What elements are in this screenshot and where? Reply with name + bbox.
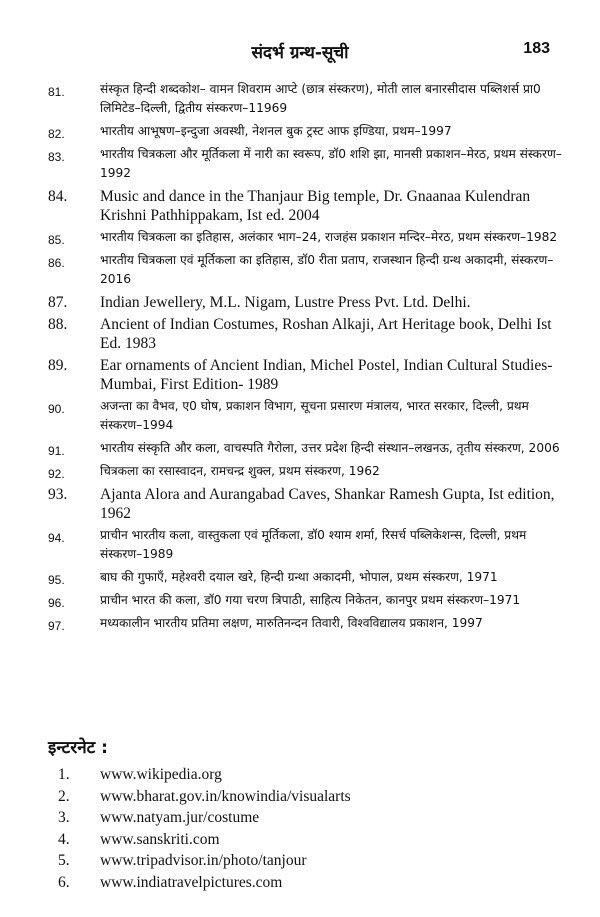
reference-item: [48, 122, 562, 141]
reference-item: [48, 293, 562, 312]
page-title: संदर्भ ग्रन्थ-सूची: [251, 43, 349, 63]
website-number: 6.: [58, 873, 70, 891]
website-number: 2.: [58, 787, 70, 805]
reference-item: [48, 397, 562, 435]
website-item: [58, 829, 538, 851]
reference-item: [48, 614, 562, 633]
reference-text: चित्रकला का रसास्वादन, रामचन्द्र शुक्ल, प्रथम संस्करण, 1962: [100, 464, 380, 478]
reference-number: 87.: [48, 294, 68, 311]
reference-item: [48, 462, 562, 481]
website-url: www.wikipedia.org: [100, 766, 222, 783]
reference-text: भारतीय चित्रकला और मूर्तिकला में नारी का स्वरूप, डॉ0 शशि झा, मानसी प्रकाशन–मेरठ, प्रथम संस्करण–1992: [100, 147, 562, 180]
website-item: [58, 850, 538, 872]
reference-text: प्राचीन भारतीय कला, वास्तुकला एवं मूर्तिकला, डॉ0 श्याम शर्मा, रिसर्च पब्लिकेशन्स, दिल्ली, प्रथम संस्करण–1989: [100, 528, 527, 561]
website-item: [58, 764, 538, 786]
website-url: www.sanskriti.com: [100, 830, 220, 848]
reference-text: भारतीय आभूषण–इन्दुजा अवस्थी, नेशनल बुक ट्रस्ट आफ इण्डिया, प्रथम–1997: [100, 124, 452, 138]
reference-item: [48, 356, 562, 394]
reference-number: 88.: [48, 316, 68, 333]
reference-text: Ajanta Alora and Aurangabad Caves, Shankar Ramesh Gupta, Ist edition, 1962: [100, 486, 555, 522]
reference-item: [48, 80, 562, 118]
reference-number: 82.: [48, 127, 65, 141]
reference-number: 83.: [48, 150, 65, 164]
page-number: 183: [523, 40, 550, 57]
page-header: [0, 40, 600, 70]
reference-list: [48, 80, 562, 637]
reference-text: मध्यकालीन भारतीय प्रतिमा लक्षण, मारुतिनन्दन तिवारी, विश्वविद्यालय प्रकाशन, 1997: [100, 616, 483, 630]
reference-number: 92.: [48, 467, 65, 481]
reference-item: [48, 485, 562, 523]
reference-number: 93.: [48, 486, 68, 503]
reference-number: 89.: [48, 357, 68, 374]
reference-number: 91.: [48, 444, 65, 458]
reference-item: [48, 591, 562, 610]
reference-number: 90.: [48, 402, 65, 416]
website-url: www.indiatravelpictures.com: [100, 873, 283, 891]
website-item: [58, 807, 538, 829]
website-number: 1.: [58, 766, 70, 783]
reference-text: Ancient of Indian Costumes, Roshan Alkaji, Art Heritage book, Delhi Ist Ed. 1983: [100, 316, 552, 352]
reference-item: [48, 228, 562, 247]
reference-number: 95.: [48, 573, 65, 587]
website-number: 5.: [58, 852, 70, 869]
website-list: [58, 764, 538, 893]
website-url: www.bharat.gov.in/knowindia/visualarts: [100, 787, 351, 805]
reference-number: 85.: [48, 233, 65, 247]
reference-item: [48, 315, 562, 353]
reference-item: [48, 526, 562, 564]
website-number: 4.: [58, 830, 70, 848]
reference-number: 81.: [48, 85, 65, 99]
reference-item: [48, 145, 562, 183]
internet-heading: इन्टरनेट :: [48, 738, 108, 758]
website-item: [58, 872, 538, 894]
reference-item: [48, 187, 562, 225]
reference-number: 84.: [48, 188, 68, 205]
reference-text: प्राचीन भारत की कला, डॉ0 गया चरण त्रिपाठी, साहित्य निकेतन, कानपुर प्रथम संस्करण–1971: [100, 593, 521, 607]
reference-number: 96.: [48, 596, 65, 610]
website-url: www.natyam.jur/costume: [100, 809, 260, 826]
website-url: www.tripadvisor.in/photo/tanjour: [100, 852, 307, 869]
website-number: 3.: [58, 809, 70, 826]
reference-text: Music and dance in the Thanjaur Big temple, Dr. Gnaanaa Kulendran Krishni Pathhippakam, Ist ed. 2004: [100, 188, 531, 224]
reference-item: [48, 439, 562, 458]
reference-number: 97.: [48, 619, 65, 633]
reference-number: 94.: [48, 531, 65, 545]
reference-text: भारतीय संस्कृति और कला, वाचस्पति गैरोला, उत्तर प्रदेश हिन्दी संस्थान–लखनऊ, तृतीय संस्करण, 2006: [100, 441, 560, 455]
reference-text: बाघ की गुफाएँ, महेश्वरी दयाल खरे, हिन्दी ग्रन्था अकादमी, भोपाल, प्रथम संस्करण, 1971: [100, 570, 498, 584]
reference-text: अजन्ता का वैभव, ए0 घोष, प्रकाशन विभाग, सूचना प्रसारण मंत्रालय, भारत सरकार, दिल्ली, प्रथम संस्करण–1994: [100, 399, 529, 432]
website-item: [58, 786, 538, 808]
reference-item: [48, 568, 562, 587]
reference-text: संस्कृत हिन्दी शब्दकोश– वामन शिवराम आप्टे (छात्र संस्करण), मोती लाल बनारसीदास पब्लिशर्स प्रा0 लिमिटेड–दिल्ली, द्वितीय संस्करण–11969: [100, 82, 541, 115]
reference-text: Indian Jewellery, M.L. Nigam, Lustre Press Pvt. Ltd. Delhi.: [100, 294, 471, 311]
reference-text: भारतीय चित्रकला का इतिहास, अलंकार भाग–24, राजहंस प्रकाशन मन्दिर–मेरठ, प्रथम संस्करण–1982: [100, 230, 558, 244]
reference-text: भारतीय चित्रकला एवं मूर्तिकला का इतिहास, डॉ0 रीता प्रताप, राजस्थान हिन्दी ग्रन्थ अकादमी, संस्करण–2016: [100, 253, 554, 286]
reference-item: [48, 251, 562, 289]
reference-number: 86.: [48, 256, 65, 270]
reference-text: Ear ornaments of Ancient Indian, Michel Postel, Indian Cultural Studies-Mumbai, First Edition- 1989: [100, 357, 553, 393]
